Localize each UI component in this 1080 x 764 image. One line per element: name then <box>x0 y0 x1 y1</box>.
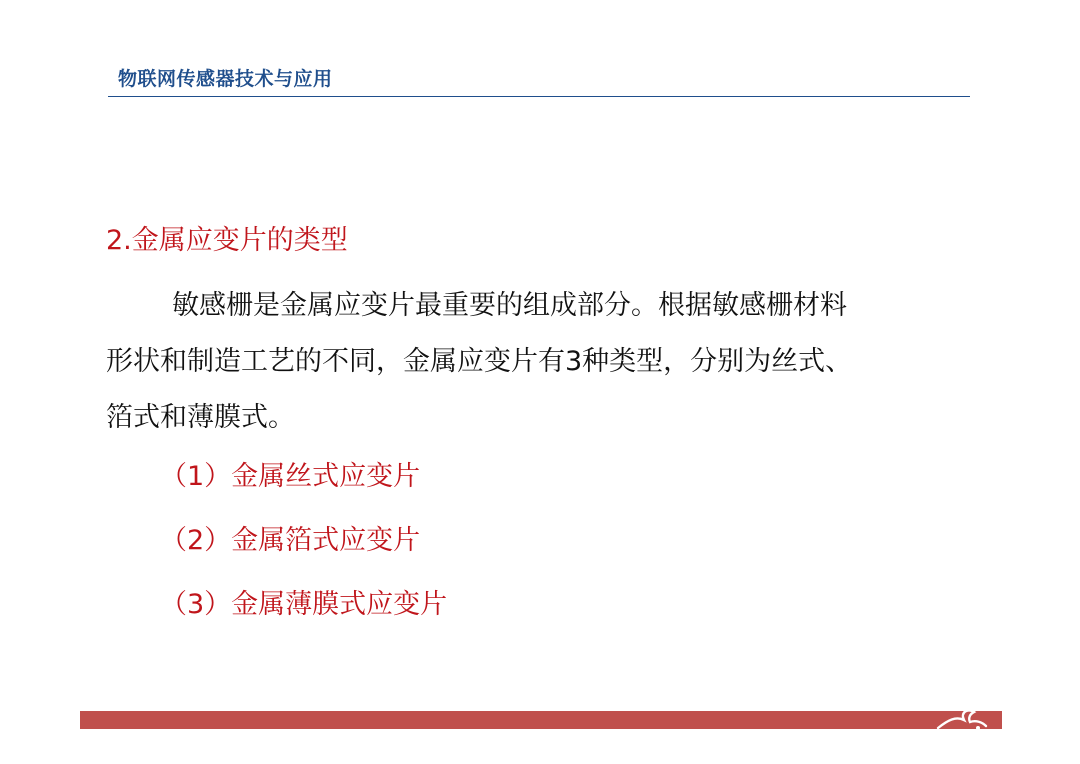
footer-bar <box>80 711 1002 729</box>
paragraph-line: 形状和制造工艺的不同，金属应变片有3种类型，分别为丝式、 <box>106 346 853 377</box>
body-paragraph <box>106 278 978 446</box>
paragraph-line: 敏感栅是金属应变片最重要的组成部分。根据敏感栅材料 <box>172 290 847 321</box>
type-list-item: （3）金属薄膜式应变片 <box>160 589 448 620</box>
type-list-item: （1）金属丝式应变片 <box>160 461 421 492</box>
section-title: 2.金属应变片的类型 <box>106 225 348 256</box>
type-list-item: （2）金属箔式应变片 <box>160 525 421 556</box>
watermark-logo-icon <box>934 706 994 734</box>
paragraph-line: 箔式和薄膜式。 <box>106 402 295 433</box>
header-divider <box>108 96 970 97</box>
header-title: 物联网传感器技术与应用 <box>118 68 333 90</box>
